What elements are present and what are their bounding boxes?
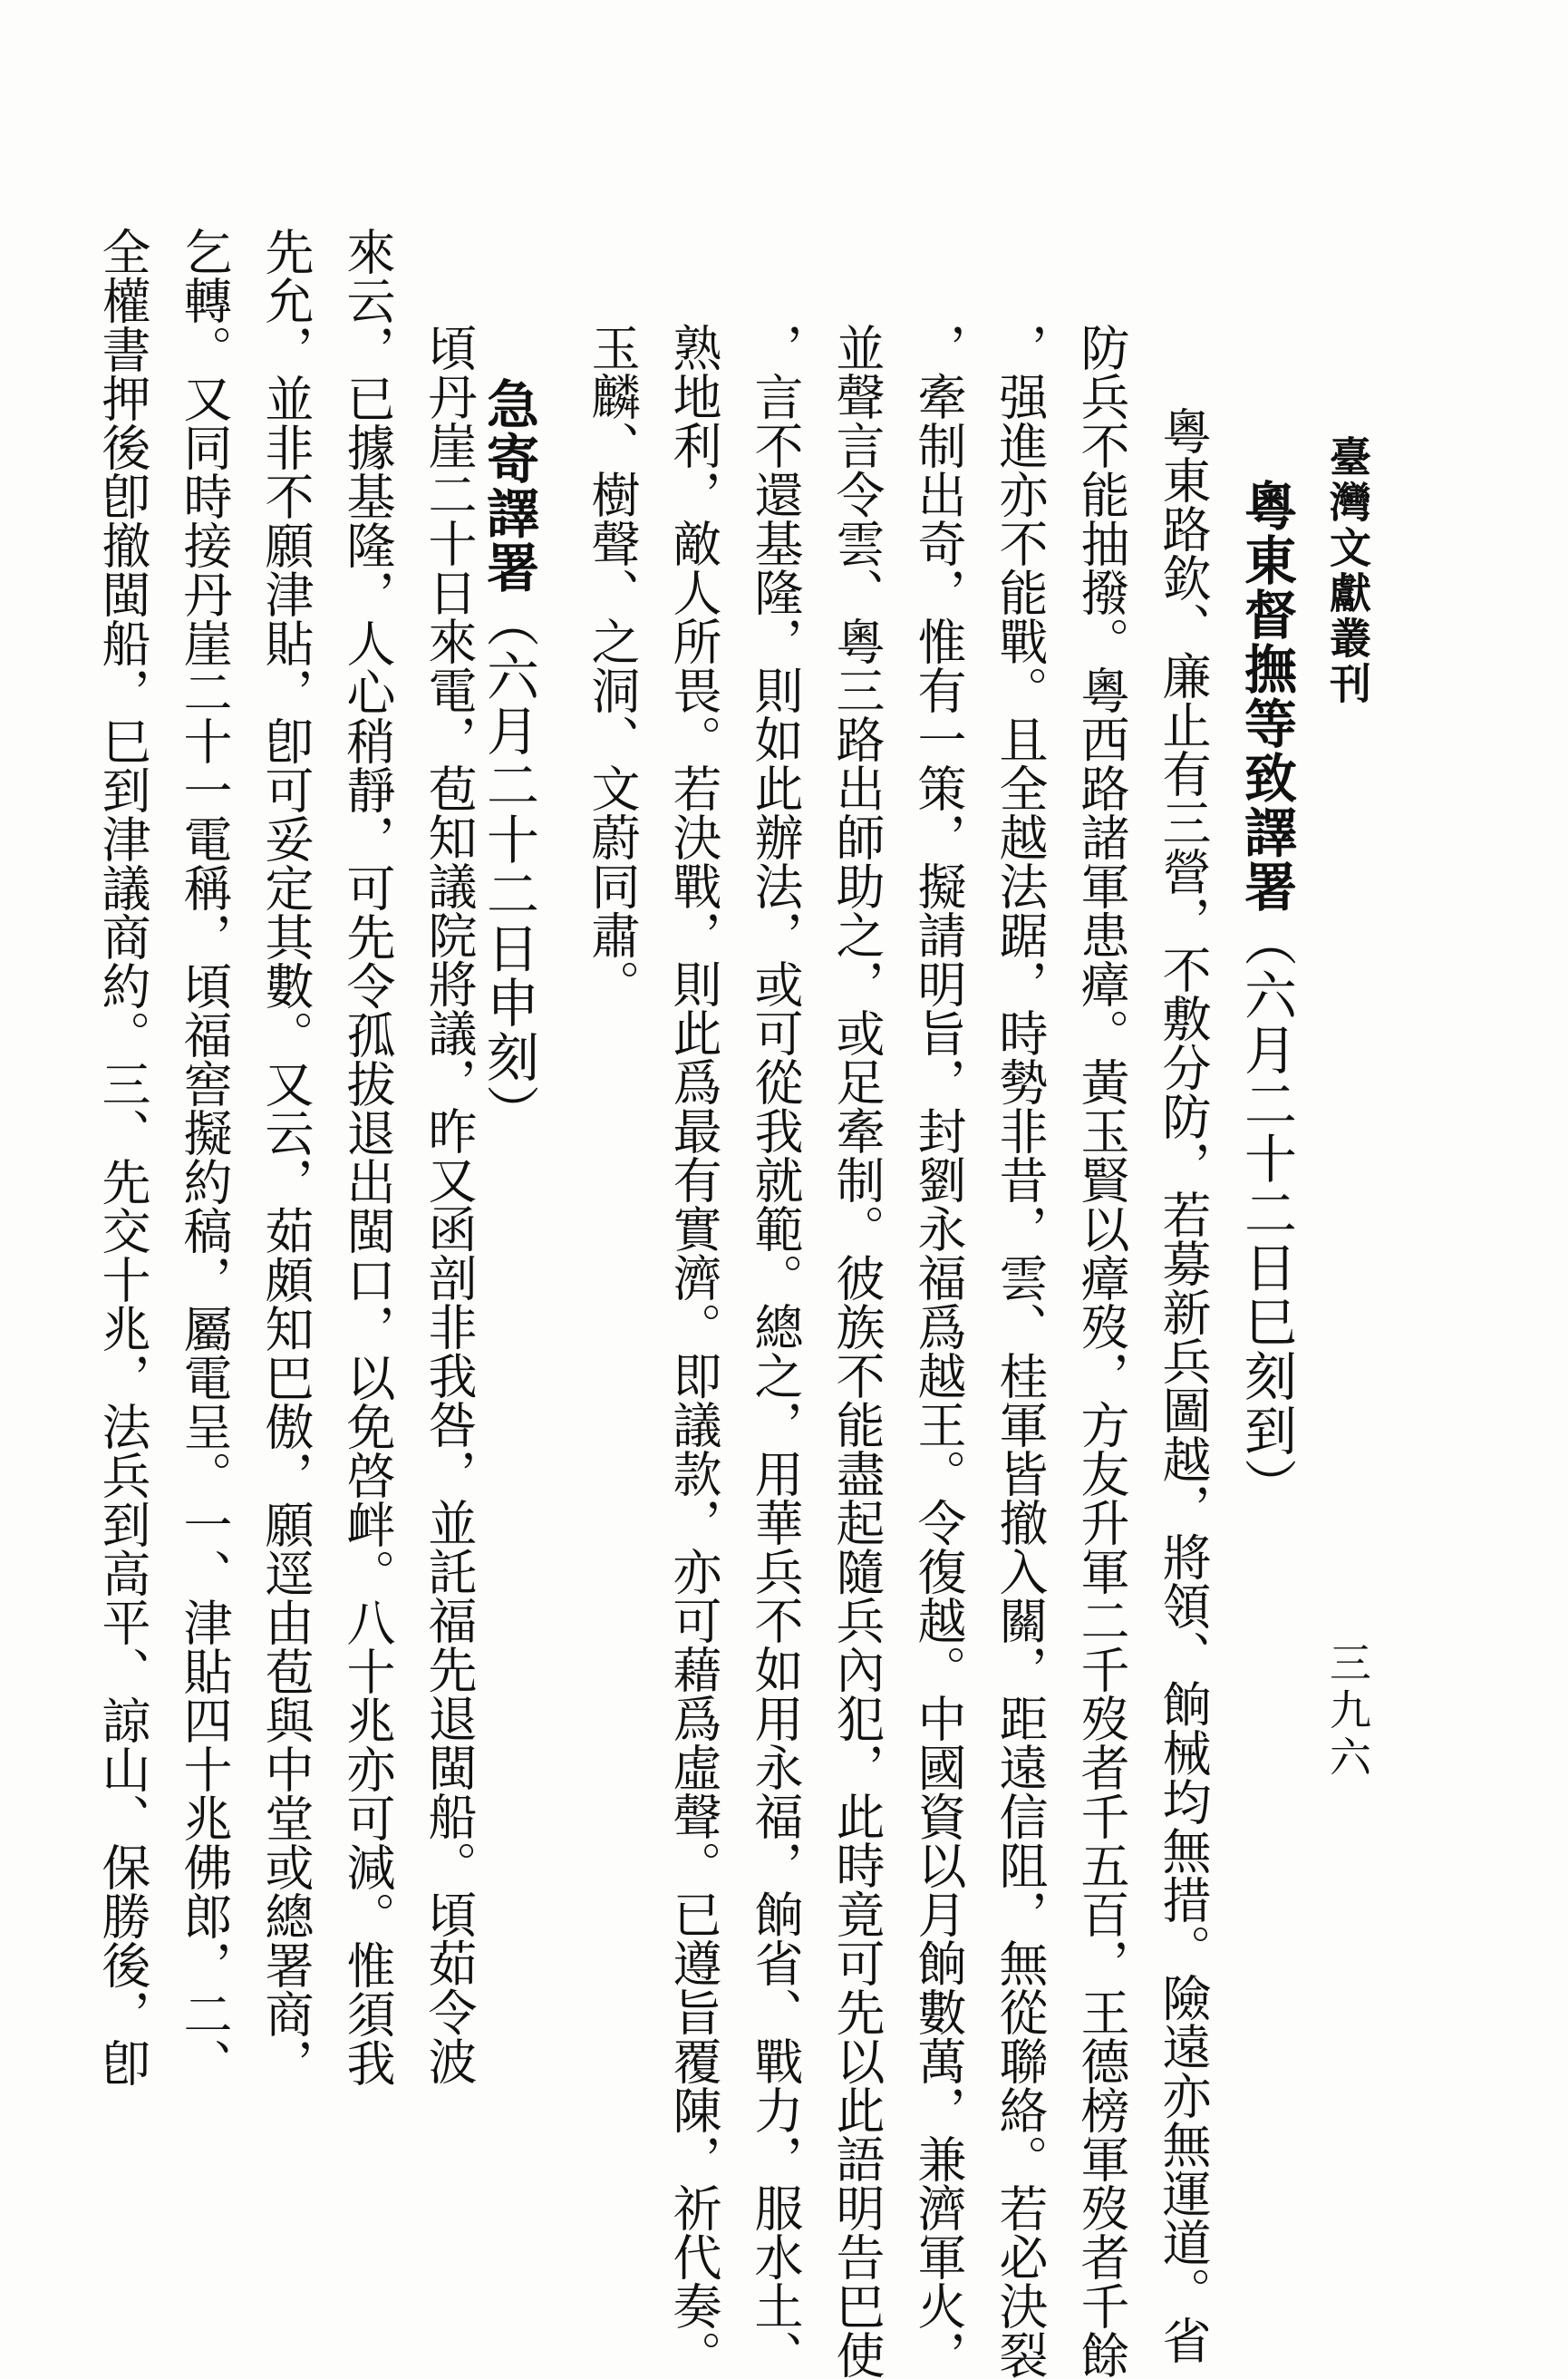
doc2-line-1: 頃丹崖二十日來電，苞知議院將議，昨又函剖非我咎，並託福先退閩船。頃茹令波: [421, 323, 478, 2085]
document-2-date: （六月二十二日申刻）: [478, 595, 539, 1139]
doc1-line-5: 並聲言令雲、粵三路出師助之，或足牽制。彼族不能盡起隨兵內犯，此時竟可先以此語明告巴使: [828, 323, 886, 2379]
doc1-line-6: ，言不還基隆，則如此辦法，或可從我就範。總之，用華兵不如用永福，餉省、戰力，服水土、: [747, 323, 804, 2379]
doc2-line-3: 先允，並非不願津貼，卽可妥定其數。又云，茹頗知巴傲，願逕由苞與中堂或總署商，: [257, 227, 315, 2087]
doc1-line-7: 熟地利，敵人所畏。若決戰，則此爲最有實濟。即議款，亦可藉爲虛聲。已遵旨覆陳，祈代奏。: [665, 323, 722, 2379]
doc1-line-8: 玉麟、樹聲、之洞、文蔚同肅。: [584, 323, 641, 1008]
document-2-title: [478, 377, 539, 1139]
doc1-line-4: ，牽制出奇，惟有一策，擬請明旨，封劉永福爲越王。令復越。中國資以月餉數萬，兼濟軍火，: [910, 323, 967, 2379]
document-1-date: （六月二十二日巳刻到）: [1235, 914, 1297, 1512]
doc1-line-3: ，强進亦不能戰。且全越法踞，時勢非昔，雲、桂軍皆撤入關，距遠信阻，無從聯絡。若必決裂: [992, 323, 1049, 2379]
doc2-line-5: 全權書押後卽撤閩船，巳到津議商約。三、先交十兆，法兵到高平、諒山、保勝後，卽: [94, 227, 151, 2087]
doc2-line-2: 來云，已據基隆，人心稍靜，可先令孤拔退出閩口，以免啓衅。八十兆亦可減。惟須我: [339, 227, 396, 2087]
page-number: 三九六: [1323, 1641, 1372, 1782]
doc2-line-4: 乞轉。又同時接丹崖二十一電稱，頃福窖擬約稿，屬電呈。一、津貼四十兆佛郎，二、: [176, 227, 233, 2087]
document-1-title-text: 粵東督撫等致譯署: [1235, 479, 1297, 914]
doc1-line-1: 粵東路欽、廉止有三營，不敷分防，若募新兵圖越，將領、餉械均無措。險遠亦無運道。省: [1155, 406, 1212, 2364]
document-2-title-text: 急寄譯署: [478, 377, 539, 595]
running-title: 臺灣文獻叢刊: [1323, 435, 1372, 707]
doc1-line-2: 防兵不能抽撥。粵西路諸軍患瘴。黃玉賢以瘴歿，方友升軍二千歿者千五百，王德榜軍歿者千餘: [1073, 323, 1130, 2379]
document-1-title: [1235, 479, 1297, 1512]
